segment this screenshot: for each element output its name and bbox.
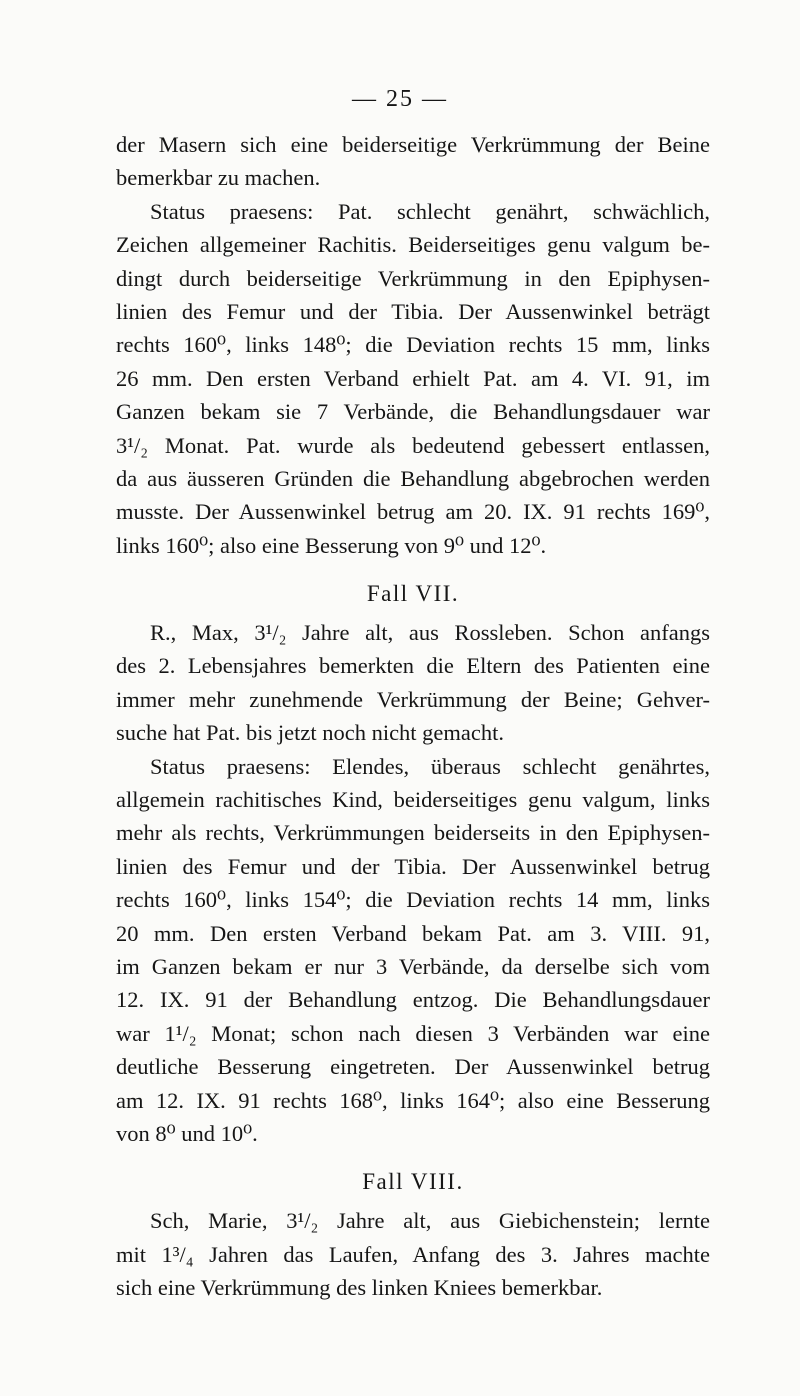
text-line: bemerkbar zu machen. <box>116 165 321 191</box>
paragraph <box>116 1204 710 1304</box>
text-line: allgemein rachitisches Kind, beiderseitiges genu valgum, links <box>116 787 710 813</box>
text-line: links 160⁰; also eine Besserung von 9⁰ und 12⁰. <box>116 532 547 558</box>
text-line: mehr als rechts, Verkrümmungen beiderseits in den Epiphysen- <box>116 820 710 846</box>
text-line: dingt durch beiderseitige Verkrümmung in den Epiphysen- <box>116 265 710 291</box>
text-line: 20 mm. Den ersten Verband bekam Pat. am 3. VIII. 91, <box>116 920 710 946</box>
case-heading: Fall VII. <box>366 581 460 607</box>
text-line: mit 1³/₄ Jahren das Laufen, Anfang des 3. Jahres machte <box>116 1241 710 1267</box>
text-line: Status praesens: Elendes, überaus schlecht genährtes, <box>150 753 710 779</box>
text-line: linien des Femur und der Tibia. Der Aussenwinkel betrug <box>116 853 710 879</box>
text-line: linien des Femur und der Tibia. Der Aussenwinkel beträgt <box>116 298 710 324</box>
text-line: war 1¹/₂ Monat; schon nach diesen 3 Verbänden war eine <box>116 1020 710 1046</box>
page-body <box>116 128 710 1305</box>
text-line: der Masern sich eine beiderseitige Verkrümmung der Beine <box>116 132 710 157</box>
text-line: sich eine Verkrümmung des linken Kniees bemerkbar. <box>116 1275 603 1301</box>
text-line: deutliche Besserung eingetreten. Der Aussenwinkel betrug <box>116 1054 710 1080</box>
text-line: rechts 160⁰, links 148⁰; die Deviation rechts 15 mm, links <box>116 332 710 358</box>
text-line: Zeichen allgemeiner Rachitis. Beiderseitiges genu valgum be- <box>116 232 710 258</box>
case-heading: Fall VIII. <box>362 1169 464 1195</box>
text-line: rechts 160⁰, links 154⁰; die Deviation rechts 14 mm, links <box>116 887 710 913</box>
text-line: musste. Der Aussenwinkel betrug am 20. IX. 91 rechts 169⁰, <box>116 499 710 525</box>
paragraph <box>116 195 710 562</box>
text-line: im Ganzen bekam er nur 3 Verbände, da derselbe sich vom <box>116 953 710 979</box>
paragraph <box>116 128 710 195</box>
text-line: suche hat Pat. bis jetzt noch nicht gemacht. <box>116 720 505 746</box>
text-line: des 2. Lebensjahres bemerkten die Eltern des Patienten eine <box>116 653 710 679</box>
text-line: immer mehr zunehmende Verkrümmung der Beine; Gehver- <box>116 686 710 712</box>
paragraph <box>116 616 710 750</box>
page-number: — 25 — <box>352 86 448 112</box>
text-line: Sch, Marie, 3¹/₂ Jahre alt, aus Giebichenstein; lernte <box>150 1208 710 1234</box>
text-line: Status praesens: Pat. schlecht genährt, schwächlich, <box>150 198 710 224</box>
text-line: 3¹/₂ Monat. Pat. wurde als bedeutend gebessert entlassen, <box>116 432 710 458</box>
text-line: von 8⁰ und 10⁰. <box>116 1120 258 1146</box>
text-line: da aus äusseren Gründen die Behandlung abgebrochen werden <box>116 465 710 491</box>
text-line: 12. IX. 91 der Behandlung entzog. Die Behandlungsdauer <box>116 987 710 1013</box>
text-line: Ganzen bekam sie 7 Verbände, die Behandlungsdauer war <box>116 399 710 425</box>
text-line: am 12. IX. 91 rechts 168⁰, links 164⁰; also eine Besserung <box>116 1087 710 1113</box>
text-line: 26 mm. Den ersten Verband erhielt Pat. am 4. VI. 91, im <box>116 365 710 391</box>
text-line: R., Max, 3¹/₂ Jahre alt, aus Rossleben. Schon anfangs <box>150 620 710 646</box>
paragraph <box>116 750 710 1151</box>
